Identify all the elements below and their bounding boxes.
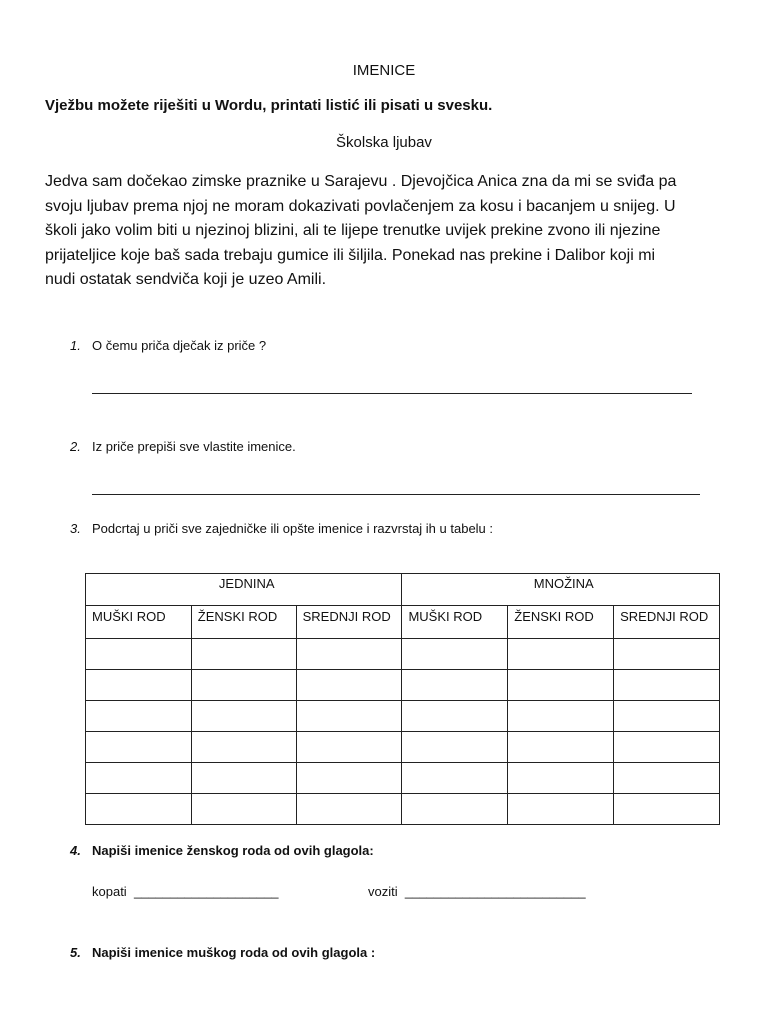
story-line: nudi ostatak sendviča koji je uzeo Amili. [45, 271, 327, 289]
answer-line-2[interactable] [92, 494, 700, 495]
story-line: Jedva sam dočekao zimske praznike u Sarajevu . Djevojčica Anica zna da mi se sviđa pa [45, 173, 677, 190]
answer-line-1[interactable] [92, 393, 692, 394]
table-cell[interactable] [508, 670, 614, 701]
table-cell[interactable] [296, 670, 402, 701]
table-cell[interactable] [402, 763, 508, 794]
table-cell[interactable] [191, 732, 296, 763]
table-cell[interactable] [86, 763, 192, 794]
table-cell[interactable] [191, 763, 296, 794]
table-cell[interactable] [508, 763, 614, 794]
page-title: IMENICE [352, 62, 416, 79]
table-cell[interactable] [191, 670, 296, 701]
table-cell[interactable] [402, 701, 508, 732]
noun-classification-table [85, 573, 720, 825]
verb-answer-blank[interactable]: _________________________ [404, 884, 586, 899]
table-cell[interactable] [191, 794, 296, 825]
instruction-text: Vježbu možete riješiti u Wordu, printati listić ili pisati u svesku. [45, 97, 493, 114]
table-cell[interactable] [508, 732, 614, 763]
column-header: MUŠKI ROD [86, 606, 192, 639]
verb-word: kopati [92, 884, 127, 899]
verb-voziti [368, 884, 586, 899]
table-cell[interactable] [191, 701, 296, 732]
question-text: Napiši imenice muškog roda od ovih glagola : [92, 945, 376, 960]
question-text: Iz priče prepiši sve vlastite imenice. [92, 439, 296, 454]
verb-kopati [92, 884, 279, 899]
question-number: 5. [70, 945, 81, 960]
question-number: 2. [70, 439, 81, 454]
table-cell[interactable] [614, 670, 720, 701]
story-line: školi jako volim biti u njezinoj blizini, ali te lijepe trenutke uvijek prekine zvono ili njezine [45, 222, 661, 240]
table-cell[interactable] [614, 701, 720, 732]
group-header-plural: MNOŽINA [402, 574, 720, 606]
table-row [86, 794, 720, 825]
table-cell[interactable] [296, 763, 402, 794]
group-header-singular: JEDNINA [86, 574, 402, 606]
table-cell[interactable] [402, 732, 508, 763]
table-cell[interactable] [86, 732, 192, 763]
verb-word: voziti [368, 884, 398, 899]
table-cell[interactable] [614, 794, 720, 825]
table-cell[interactable] [614, 763, 720, 794]
question-text: O čemu priča dječak iz priče ? [92, 338, 267, 353]
story-line: prijateljice koje baš sada trebaju gumice ili šiljila. Ponekad nas prekine i Dalibor koji mi [45, 246, 656, 264]
table-row [86, 763, 720, 794]
column-header: ŽENSKI ROD [508, 606, 614, 639]
table-cell[interactable] [508, 639, 614, 670]
table-cell[interactable] [508, 794, 614, 825]
column-header: MUŠKI ROD [402, 606, 508, 639]
column-header: SREDNJI ROD [296, 606, 402, 639]
question-5 [70, 945, 375, 960]
table-cell[interactable] [86, 794, 192, 825]
story-title: Školska ljubav [336, 134, 432, 151]
question-1 [70, 338, 266, 353]
table-cell[interactable] [296, 701, 402, 732]
table-cell[interactable] [86, 639, 192, 670]
table-row [86, 670, 720, 701]
story-text [45, 170, 705, 293]
question-number: 3. [70, 521, 81, 536]
column-header: SREDNJI ROD [614, 606, 720, 639]
table-cell[interactable] [508, 701, 614, 732]
table-cell[interactable] [614, 639, 720, 670]
table-row [86, 701, 720, 732]
verb-answer-blank[interactable]: ____________________ [133, 884, 279, 899]
story-line: svoju ljubav prema njoj ne moram dokazivati povlačenjem za kosu i bacanjem u snijeg. U [45, 197, 676, 215]
table-cell[interactable] [402, 639, 508, 670]
table-cell[interactable] [402, 670, 508, 701]
table-cell[interactable] [296, 794, 402, 825]
question-number: 4. [70, 843, 81, 858]
question-text: Podcrtaj u priči sve zajedničke ili opšte imenice i razvrstaj ih u tabelu : [92, 521, 494, 536]
question-3 [70, 521, 493, 536]
column-header: ŽENSKI ROD [191, 606, 296, 639]
table-cell[interactable] [614, 732, 720, 763]
question-4 [70, 843, 374, 858]
table-cell[interactable] [86, 701, 192, 732]
table-cell[interactable] [296, 639, 402, 670]
table-cell[interactable] [402, 794, 508, 825]
table-row [86, 639, 720, 670]
question-number: 1. [70, 338, 81, 353]
question-text: Napiši imenice ženskog roda od ovih glagola: [92, 843, 374, 858]
table-row [86, 732, 720, 763]
table-cell[interactable] [296, 732, 402, 763]
question-2 [70, 439, 296, 454]
table-cell[interactable] [86, 670, 192, 701]
table-cell[interactable] [191, 639, 296, 670]
